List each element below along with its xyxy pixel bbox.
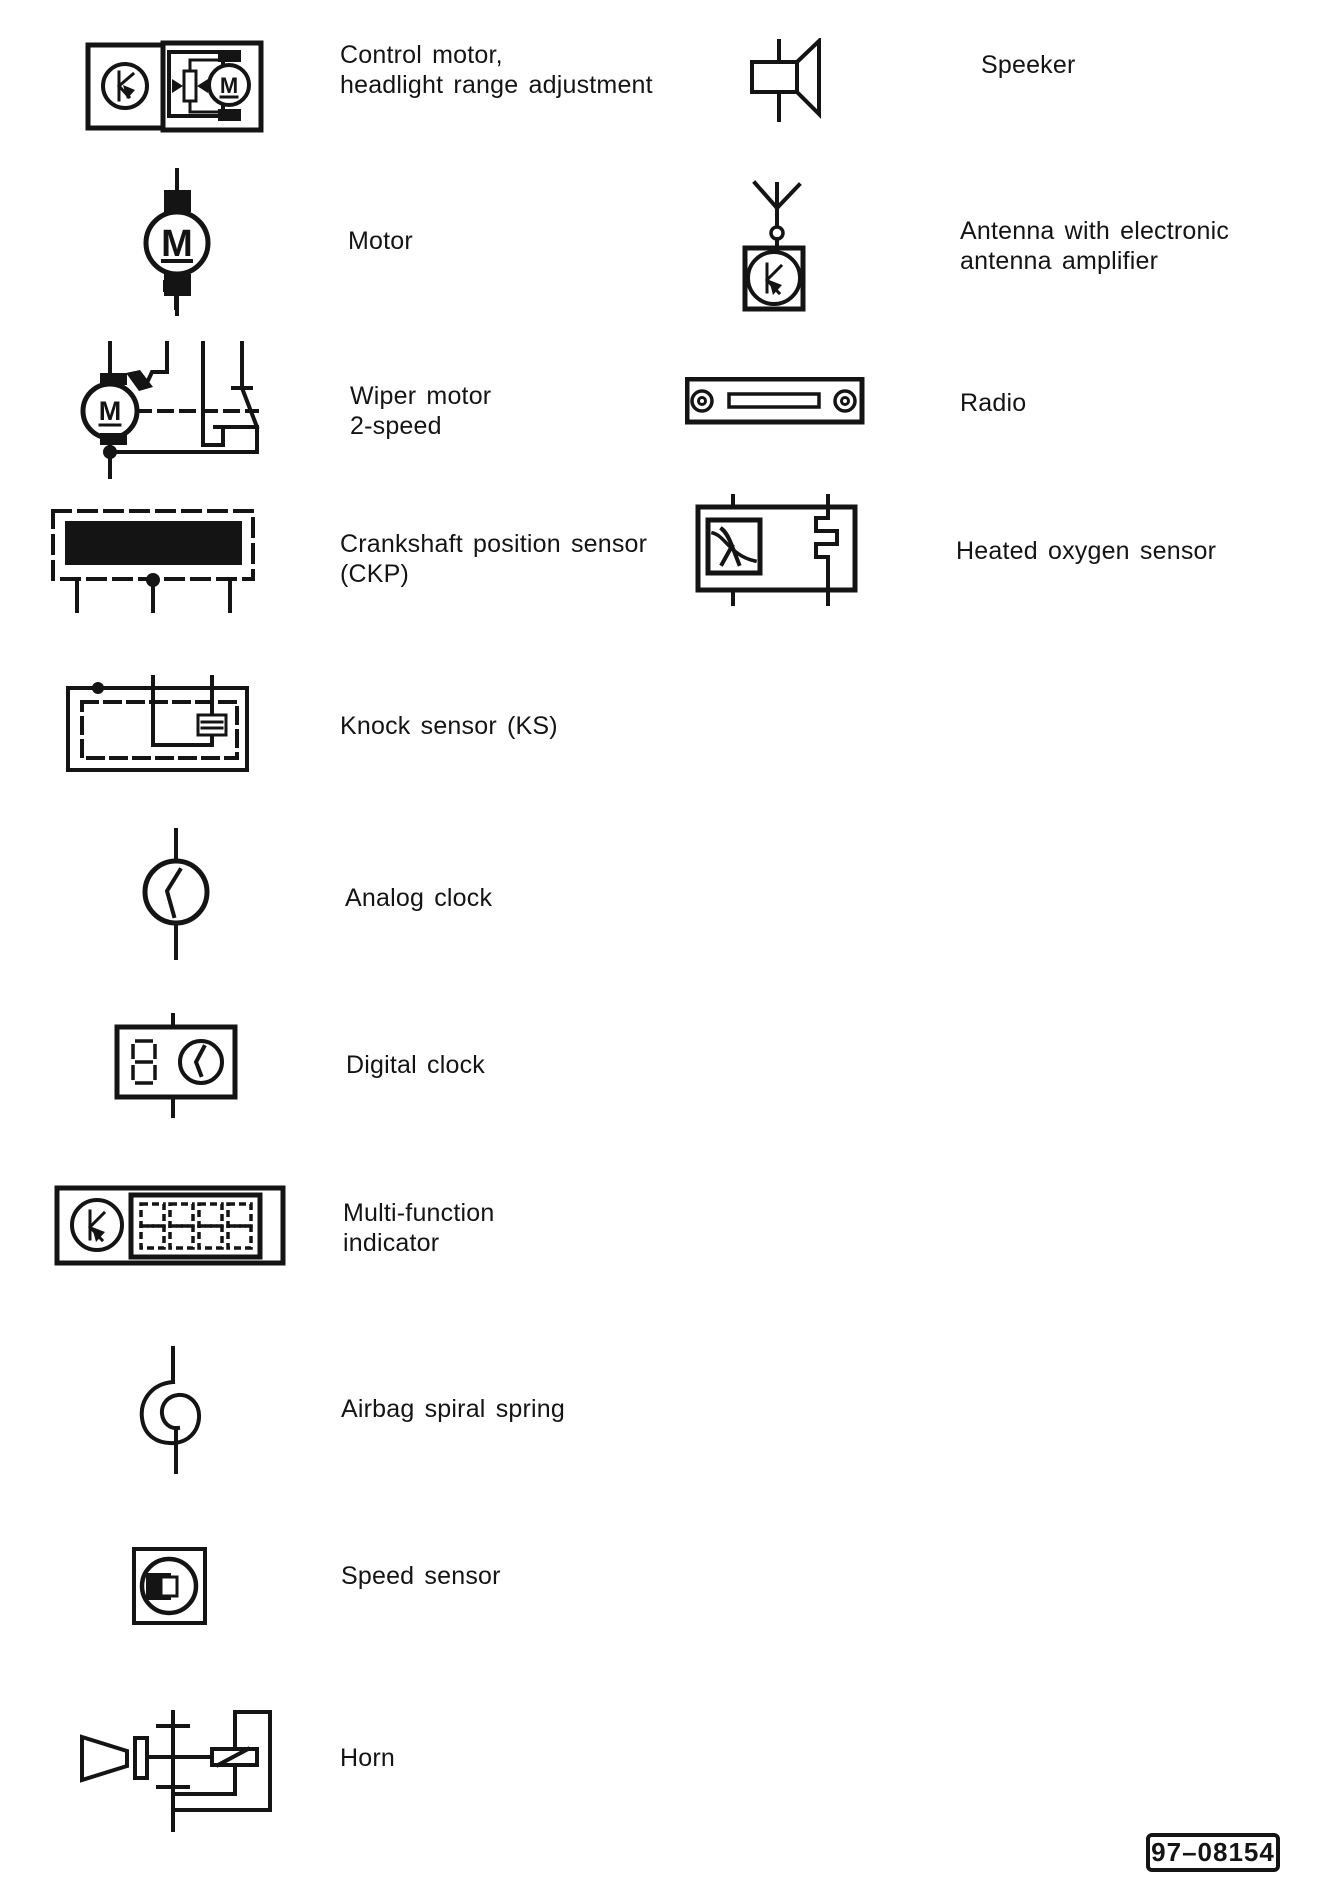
label-line: Analog clock	[345, 884, 493, 912]
svg-text:M: M	[161, 223, 193, 265]
figure-number: 97–08154	[1151, 1837, 1275, 1867]
figure-number-box	[1146, 1833, 1280, 1872]
airbag-spiral-spring-label	[341, 1394, 565, 1424]
speaker-icon	[748, 38, 823, 123]
label-line: headlight range adjustment	[340, 71, 653, 99]
label-line: Speeker	[981, 51, 1076, 79]
label-line: Speed sensor	[341, 1562, 501, 1590]
label-line: Heated oxygen sensor	[956, 537, 1217, 565]
label-line: Horn	[340, 1744, 395, 1772]
label-line: Airbag spiral spring	[341, 1395, 565, 1423]
wiper-motor-icon	[62, 278, 272, 483]
svg-text:M: M	[98, 396, 122, 426]
crankshaft-position-sensor-icon	[45, 505, 260, 617]
speed-sensor-label	[341, 1561, 501, 1591]
label-line: Control motor,	[340, 41, 503, 69]
heated-oxygen-sensor-label	[956, 536, 1216, 566]
label-line: Wiper motor	[350, 382, 492, 410]
control-motor-label	[340, 40, 653, 100]
motor-label	[348, 226, 413, 256]
heated-oxygen-sensor-icon	[695, 494, 863, 606]
label-line: Antenna with electronic	[960, 217, 1230, 245]
speed-sensor-icon	[131, 1546, 209, 1626]
multi-function-indicator-icon	[46, 1183, 291, 1271]
label-line: Motor	[348, 227, 413, 255]
control-motor-icon	[85, 38, 265, 133]
knock-sensor-label	[340, 711, 558, 741]
label-line: Crankshaft position sensor	[340, 530, 648, 558]
radio-icon	[685, 377, 865, 427]
crankshaft-position-sensor-label	[340, 529, 647, 589]
analog-clock-icon	[140, 828, 212, 960]
svg-text:M: M	[219, 73, 239, 98]
analog-clock-label	[345, 883, 492, 913]
digital-clock-label	[346, 1050, 485, 1080]
knock-sensor-icon	[58, 675, 253, 775]
label-line: Digital clock	[346, 1051, 485, 1079]
antenna-amplifier-icon	[741, 178, 809, 312]
label-line: Multi-function	[343, 1199, 495, 1227]
radio-label	[960, 388, 1026, 418]
label-line: 2-speed	[350, 412, 442, 440]
speaker-label	[981, 50, 1076, 80]
label-line: antenna amplifier	[960, 247, 1159, 275]
horn-label	[340, 1743, 395, 1773]
wiper-motor-label	[350, 381, 491, 441]
label-line: indicator	[343, 1229, 440, 1257]
label-line: Knock sensor (KS)	[340, 712, 558, 740]
airbag-spiral-spring-icon	[130, 1346, 210, 1474]
digital-clock-icon	[93, 1013, 243, 1118]
label-line: (CKP)	[340, 560, 410, 588]
antenna-amplifier-label	[960, 216, 1229, 276]
horn-icon	[58, 1701, 280, 1839]
label-line: Radio	[960, 389, 1027, 417]
multi-function-indicator-label	[343, 1198, 494, 1258]
